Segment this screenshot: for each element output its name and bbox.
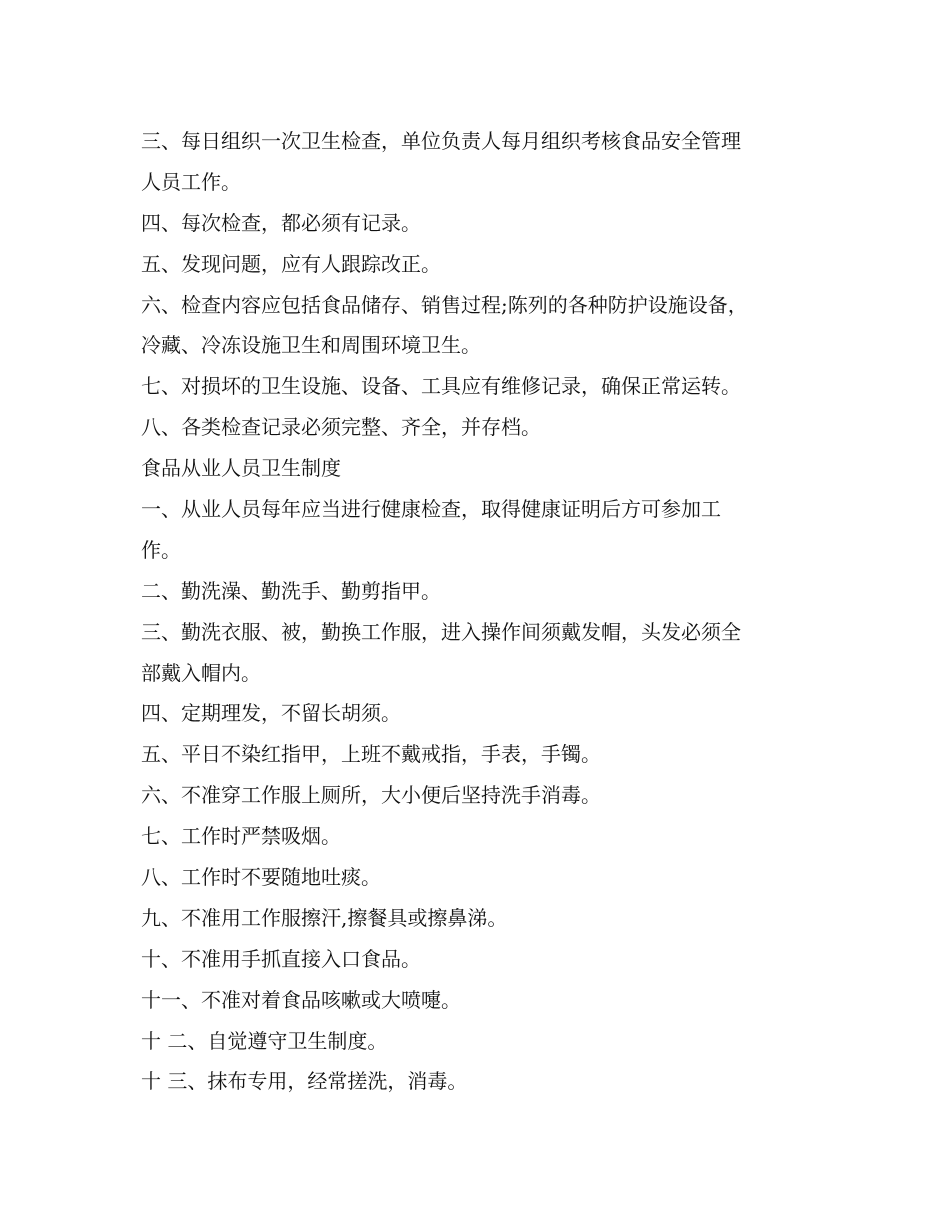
text-line: 三、每日组织一次卫生检查，单位负责人每月组织考核食品安全管理 <box>141 129 741 153</box>
text-line: 一、从业人员每年应当进行健康检查，取得健康证明后方可参加工 <box>141 497 721 522</box>
section-heading: 食品从业人员卫生制度 <box>141 456 341 481</box>
text-line: 冷藏、冷冻设施卫生和周围环境卫生。 <box>141 333 481 358</box>
text-line: 七、对损坏的卫生设施、设备、工具应有维修记录，确保正常运转。 <box>141 374 741 399</box>
text-line: 三、勤洗衣服、被，勤换工作服，进入操作间须戴发帽，头发必须全 <box>141 619 741 644</box>
text-line: 二、勤洗澡、勤洗手、勤剪指甲。 <box>141 578 441 603</box>
text-line: 八、各类检查记录必须完整、齐全，并存档。 <box>141 415 541 440</box>
text-line: 人员工作。 <box>141 169 241 194</box>
text-line: 作。 <box>141 537 181 562</box>
text-line: 八、工作时不要随地吐痰。 <box>141 865 381 890</box>
text-line: 六、不准穿工作服上厕所，大小便后坚持洗手消毒。 <box>141 783 601 808</box>
text-line: 四、每次检查，都必须有记录。 <box>141 210 421 235</box>
text-line: 六、检查内容应包括食品储存、销售过程;陈列的各种防护设施设备， <box>141 292 748 317</box>
text-line: 七、工作时严禁吸烟。 <box>141 824 341 849</box>
text-line: 十一、不准对着食品咳嗽或大喷嚏。 <box>141 987 461 1012</box>
text-line: 四、定期理发，不留长胡须。 <box>141 701 401 726</box>
document-body <box>141 121 821 1102</box>
text-line: 五、发现问题，应有人跟踪改正。 <box>141 251 441 276</box>
text-line: 十 三、抹布专用，经常搓洗，消毒。 <box>141 1069 468 1094</box>
text-line: 部戴入帽内。 <box>141 660 261 685</box>
text-line: 十、不准用手抓直接入口食品。 <box>141 946 421 971</box>
text-line: 十 二、自觉遵守卫生制度。 <box>141 1028 388 1053</box>
text-line: 五、平日不染红指甲，上班不戴戒指，手表，手镯。 <box>141 742 601 767</box>
text-line: 九、不准用工作服擦汗,擦餐具或擦鼻涕。 <box>141 905 508 930</box>
